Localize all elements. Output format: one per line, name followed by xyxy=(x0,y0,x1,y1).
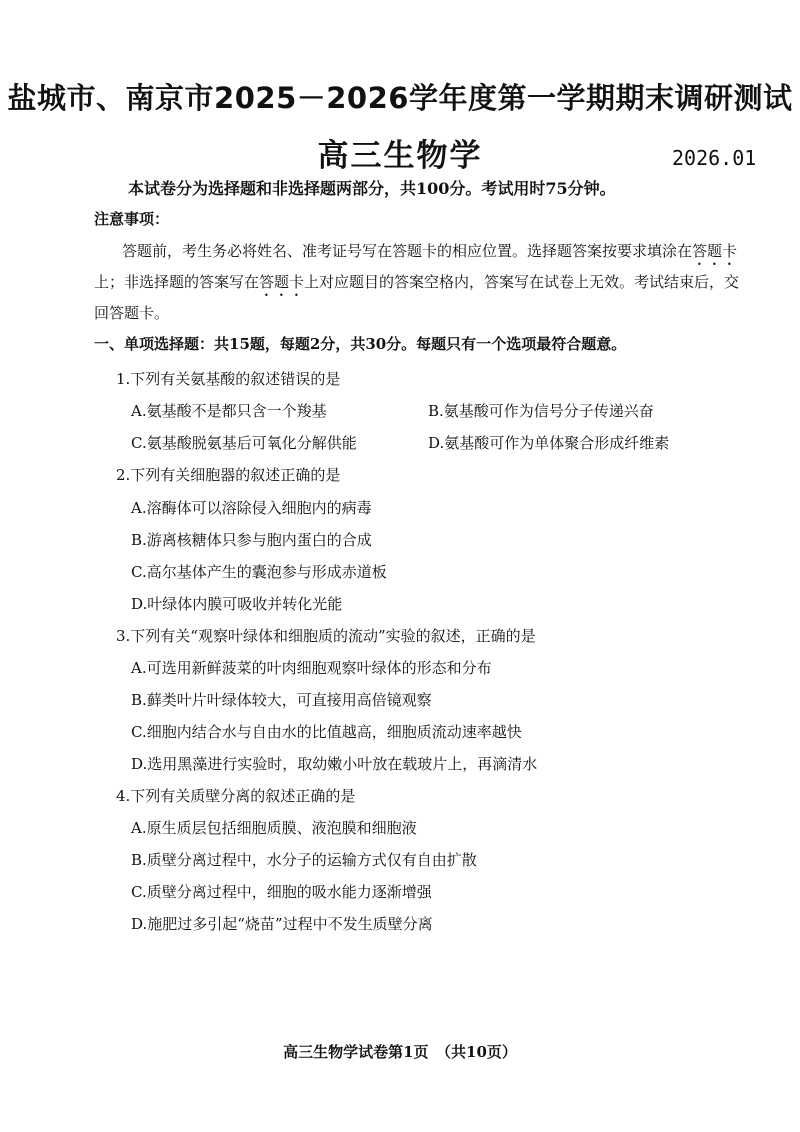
question-2-option-a: A.溶酶体可以溶除侵入细胞内的病毒 xyxy=(131,499,372,517)
question-1-option-d: D.氨基酸可作为单体聚合形成纤维素 xyxy=(428,434,670,452)
subject-title: 高三生物学 xyxy=(317,138,483,174)
exam-date: 2026.01 xyxy=(672,146,757,170)
question-3-option-b: B.藓类叶片叶绿体较大，可直接用高倍镜观察 xyxy=(131,691,432,709)
question-3-option-a: A.可选用新鲜菠菜的叶肉细胞观察叶绿体的形态和分布 xyxy=(131,659,492,677)
notes-line-2 xyxy=(94,271,739,300)
notes-heading: 注意事项： xyxy=(94,210,170,228)
question-1-stem: 1.下列有关氨基酸的叙述错误的是 xyxy=(116,370,341,388)
notes-line-1-emphasis: 答题卡 xyxy=(692,242,738,260)
question-3-option-d: D.选用黑藻进行实验时，取幼嫩小叶放在载玻片上，再滴清水 xyxy=(131,755,538,773)
notes-line-2-emphasis: 答题卡 xyxy=(259,273,305,291)
question-2-option-d: D.叶绿体内膜可吸收并转化光能 xyxy=(131,595,343,613)
question-4-option-b: B.质壁分离过程中，水分子的运输方式仅有自由扩散 xyxy=(131,851,477,869)
exam-intro: 本试卷分为选择题和非选择题两部分，共100分。考试用时75分钟。 xyxy=(128,179,616,198)
question-2-option-c: C.高尔基体产生的囊泡参与形成赤道板 xyxy=(131,563,387,581)
notes-line-3: 回答题卡。 xyxy=(94,304,170,322)
page-footer: 高三生物学试卷第1页 （共10页） xyxy=(283,1043,517,1061)
question-4-stem: 4.下列有关质壁分离的叙述正确的是 xyxy=(116,787,356,805)
exam-title: 盐城市、南京市2025－2026学年度第一学期期末调研测试 xyxy=(7,81,793,115)
question-4-option-c: C.质壁分离过程中，细胞的吸水能力逐渐增强 xyxy=(131,883,432,901)
notes-line-1 xyxy=(122,240,737,269)
question-1-option-b: B.氨基酸可作为信号分子传递兴奋 xyxy=(428,402,654,420)
question-2-option-b: B.游离核糖体只参与胞内蛋白的合成 xyxy=(131,531,372,549)
notes-line-1-text: 答题前，考生务必将姓名、准考证号写在答题卡的相应位置。选择题答案按要求填涂在 xyxy=(122,242,693,260)
question-3-option-c: C.细胞内结合水与自由水的比值越高，细胞质流动速率越快 xyxy=(131,723,522,741)
question-4-option-d: D.施肥过多引起“烧苗”过程中不发生质壁分离 xyxy=(131,915,433,933)
question-1-option-a: A.氨基酸不是都只含一个羧基 xyxy=(131,402,327,420)
notes-line-2a: 上；非选择题的答案写在 xyxy=(94,273,260,291)
notes-line-2b: 上对应题目的答案空格内，答案写在试卷上无效。考试结束后，交 xyxy=(304,273,740,291)
section-heading: 一、单项选择题：共15题，每题2分，共30分。每题只有一个选项最符合题意。 xyxy=(94,335,627,353)
question-3-stem: 3.下列有关“观察叶绿体和细胞质的流动”实验的叙述，正确的是 xyxy=(116,627,536,645)
question-1-option-c: C.氨基酸脱氨基后可氧化分解供能 xyxy=(131,434,357,452)
question-2-stem: 2.下列有关细胞器的叙述正确的是 xyxy=(116,466,341,484)
question-4-option-a: A.原生质层包括细胞质膜、液泡膜和细胞液 xyxy=(131,819,417,837)
